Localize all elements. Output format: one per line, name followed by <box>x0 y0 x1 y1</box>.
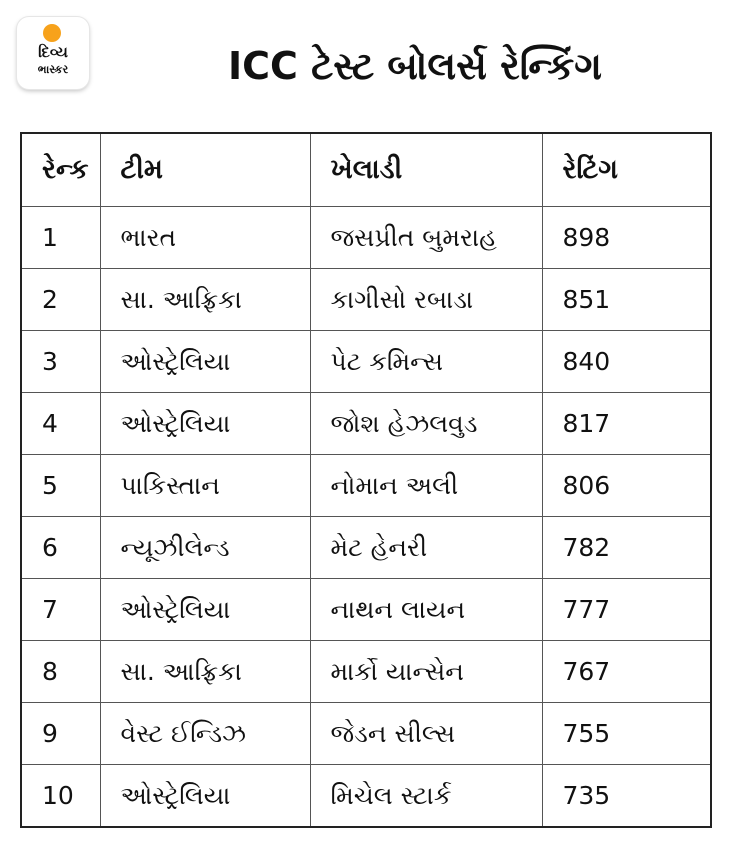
team-cell: ઓસ્ટ્રેલિયા <box>100 331 310 393</box>
table-row <box>21 517 711 579</box>
rating-cell: 806 <box>542 455 711 517</box>
rating-cell: 735 <box>542 765 711 828</box>
table-row <box>21 269 711 331</box>
table-row <box>21 579 711 641</box>
player-cell: માર્કો યાન્સેન <box>310 641 542 703</box>
player-cell: મેટ હેનરી <box>310 517 542 579</box>
rank-cell: 1 <box>21 207 100 269</box>
table-header-row <box>21 133 711 207</box>
team-cell: ન્યૂઝીલેન્ડ <box>100 517 310 579</box>
logo-text-line1: દિવ્ય <box>38 43 68 61</box>
table-row <box>21 455 711 517</box>
rating-cell: 840 <box>542 331 711 393</box>
rank-cell: 3 <box>21 331 100 393</box>
rating-cell: 777 <box>542 579 711 641</box>
team-cell: ઓસ્ટ્રેલિયા <box>100 765 310 828</box>
team-cell: ઓસ્ટ્રેલિયા <box>100 393 310 455</box>
table-row <box>21 331 711 393</box>
player-cell: નાથન લાયન <box>310 579 542 641</box>
player-cell: જસપ્રીત બુમરાહ <box>310 207 542 269</box>
rating-cell: 782 <box>542 517 711 579</box>
table-row <box>21 703 711 765</box>
team-cell: ઓસ્ટ્રેલિયા <box>100 579 310 641</box>
team-cell: સા. આફ્રિકા <box>100 641 310 703</box>
player-cell: જેડન સીલ્સ <box>310 703 542 765</box>
rankings-table <box>20 132 712 828</box>
table-row <box>21 207 711 269</box>
logo-text-line2: ભાસ્કર <box>37 63 69 76</box>
player-cell: નોમાન અલી <box>310 455 542 517</box>
team-cell: પાકિસ્તાન <box>100 455 310 517</box>
page-title: ICC ટેસ્ટ બોલર્સ રેન્કિંગ <box>227 44 602 88</box>
player-cell: કાગીસો રબાડા <box>310 269 542 331</box>
rating-cell: 851 <box>542 269 711 331</box>
rank-cell: 2 <box>21 269 100 331</box>
rank-cell: 8 <box>21 641 100 703</box>
header-rating: રેટિંગ <box>542 133 711 207</box>
player-cell: જોશ હેઝલવુડ <box>310 393 542 455</box>
rank-cell: 7 <box>21 579 100 641</box>
brand-logo <box>17 17 89 89</box>
sun-icon <box>43 24 61 42</box>
table-row <box>21 765 711 828</box>
header-rank: રેન્ક <box>21 133 100 207</box>
header-player: ખેલાડી <box>310 133 542 207</box>
table-row <box>21 393 711 455</box>
rank-cell: 10 <box>21 765 100 828</box>
player-cell: મિચેલ સ્ટાર્ક <box>310 765 542 828</box>
team-cell: સા. આફ્રિકા <box>100 269 310 331</box>
team-cell: વેસ્ટ ઈન્ડિઝ <box>100 703 310 765</box>
rank-cell: 4 <box>21 393 100 455</box>
table-row <box>21 641 711 703</box>
rank-cell: 5 <box>21 455 100 517</box>
rank-cell: 9 <box>21 703 100 765</box>
rating-cell: 755 <box>542 703 711 765</box>
player-cell: પેટ કમિન્સ <box>310 331 542 393</box>
rating-cell: 898 <box>542 207 711 269</box>
rank-cell: 6 <box>21 517 100 579</box>
header-team: ટીમ <box>100 133 310 207</box>
team-cell: ભારત <box>100 207 310 269</box>
rating-cell: 767 <box>542 641 711 703</box>
rating-cell: 817 <box>542 393 711 455</box>
